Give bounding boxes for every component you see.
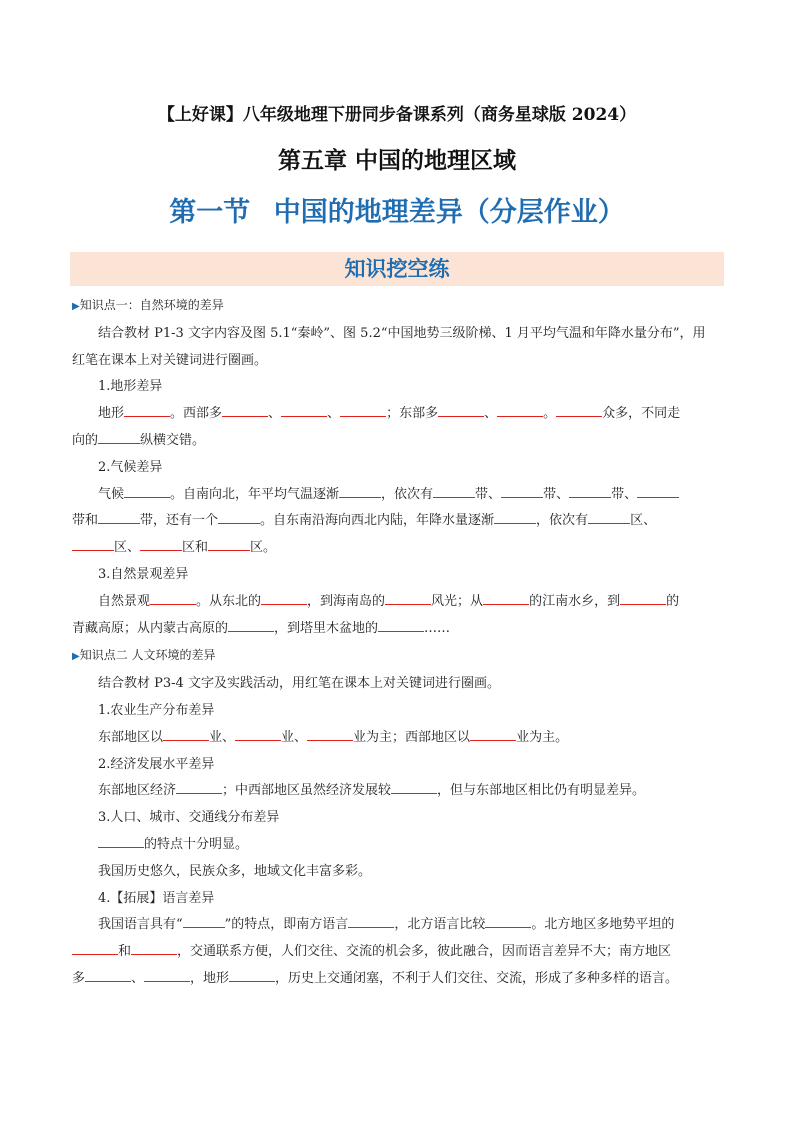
answer-blank[interactable] [494, 511, 536, 524]
answer-blank[interactable] [72, 942, 118, 955]
answer-blank[interactable] [144, 969, 190, 982]
answer-blank[interactable] [637, 485, 679, 498]
climate-line-1: 气候 。自南向北，年平均气温逐渐 ，依次有 带、 带、 带、 [72, 482, 724, 509]
answer-blank[interactable] [348, 915, 394, 928]
answer-blank[interactable] [98, 511, 140, 524]
answer-blank[interactable] [391, 781, 437, 794]
culture-line: 我国历史悠久，民族众多，地域文化丰富多彩。 [98, 863, 372, 879]
answer-blank[interactable] [222, 404, 268, 417]
knowledge-point-1-heading [72, 292, 724, 321]
exercise-banner: 知识挖空练 [70, 252, 724, 286]
population-line: 的特点十分明显。 [72, 832, 724, 859]
section-title: 第一节 中国的地理差异（分层作业） [169, 197, 625, 228]
population-subtitle: 3.人口、城市、交通线分布差异 [98, 810, 280, 826]
knowledge-point-2-heading [72, 642, 724, 671]
answer-blank[interactable] [620, 592, 666, 605]
landscape-subtitle: 3.自然景观差异 [98, 566, 189, 582]
answer-blank[interactable] [438, 404, 484, 417]
answer-blank[interactable] [98, 835, 144, 848]
answer-blank[interactable] [163, 728, 209, 741]
climate-line-3: 区、 区和 区。 [72, 535, 724, 562]
answer-blank[interactable] [261, 592, 307, 605]
agriculture-subtitle: 1.农业生产分布差异 [98, 702, 215, 718]
answer-blank[interactable] [378, 619, 424, 632]
kp2-intro: 结合教材 P3-4 文字及实践活动，用红笔在课本上对关键词进行圈画。 [98, 676, 500, 692]
answer-blank[interactable] [124, 404, 170, 417]
answer-blank[interactable] [588, 511, 630, 524]
landscape-line-1: 自然景观 。从东北的 ，到海南岛的 风光；从 的江南水乡，到 的 [98, 593, 680, 609]
triangle-marker-icon: ▶ [72, 651, 80, 663]
landscape-line-2: 青藏高原；从内蒙古高原的 ，到塔里木盆地的 …… [72, 620, 451, 636]
answer-blank[interactable] [235, 728, 281, 741]
answer-blank[interactable] [433, 485, 475, 498]
answer-blank[interactable] [229, 969, 275, 982]
terrain-subtitle: 1.地形差异 [98, 379, 163, 395]
economy-subtitle: 2.经济发展水平差异 [98, 756, 215, 772]
agriculture-line: 东部地区以 业、 业、 业为主；西部地区以 业为主。 [98, 729, 569, 745]
answer-blank[interactable] [501, 485, 543, 498]
knowledge-point-1-label: 知识点一：自然环境的差异 [79, 298, 224, 312]
language-line-2: 和 ，交通联系方便，人们交往、交流的机会多，彼此融合，因而语言差异不大；南方地区 [72, 939, 724, 966]
answer-blank[interactable] [72, 538, 114, 551]
answer-blank[interactable] [569, 485, 611, 498]
answer-blank[interactable] [385, 592, 431, 605]
kp1-intro-line-2: 红笔在课本上对关键词进行圈画。 [72, 352, 268, 368]
answer-blank[interactable] [228, 619, 274, 632]
answer-blank[interactable] [218, 511, 260, 524]
answer-blank[interactable] [339, 485, 381, 498]
terrain-line-1: 地形 。西部多 、 、 ；东部多 、 。 众多，不同走 [98, 406, 681, 422]
answer-blank[interactable] [281, 404, 327, 417]
answer-blank[interactable] [131, 942, 177, 955]
answer-blank[interactable] [140, 538, 182, 551]
answer-blank[interactable] [470, 728, 516, 741]
climate-line-2: 带和 带，还有一个 。自东南沿海向西北内陆，年降水量逐渐 ，依次有 区、 [72, 513, 657, 529]
answer-blank[interactable] [85, 969, 131, 982]
answer-blank[interactable] [485, 915, 531, 928]
knowledge-point-2-label: 知识点二 人文环境的差异 [79, 648, 216, 663]
answer-blank[interactable] [483, 592, 529, 605]
answer-blank[interactable] [497, 404, 543, 417]
answer-blank[interactable] [98, 431, 140, 444]
exercise-content [72, 292, 724, 993]
answer-blank[interactable] [340, 404, 386, 417]
language-subtitle: 4.【拓展】语言差异 [98, 890, 215, 906]
answer-blank[interactable] [208, 538, 250, 551]
language-line-1: 我国语言具有“ ”的特点，即南方语言 ，北方语言比较 。北方地区多地势平坦的 [98, 917, 675, 933]
answer-blank[interactable] [183, 915, 225, 928]
triangle-marker-icon: ▶ [72, 301, 80, 312]
answer-blank[interactable] [150, 592, 196, 605]
climate-subtitle: 2.气候差异 [98, 459, 163, 475]
series-title: 【上好课】八年级地理下册同步备课系列（商务星球版 2024） [157, 105, 637, 125]
chapter-title: 第五章 中国的地理区域 [277, 148, 516, 174]
terrain-line-2: 向的 纵横交错。 [72, 432, 206, 448]
answer-blank[interactable] [307, 728, 353, 741]
kp1-intro-line-1: 结合教材 P1-3 文字内容及图 5.1“秦岭”、图 5.2“中国地势三级阶梯、1 月平均气温和年降水量分布”，用 [98, 325, 706, 341]
answer-blank[interactable] [124, 485, 170, 498]
language-line-3: 多 、 ，地形 ，历史上交通闭塞，不利于人们交往、交流，形成了多种多样的语言。 [72, 970, 679, 986]
answer-blank[interactable] [556, 404, 602, 417]
answer-blank[interactable] [176, 781, 222, 794]
economy-line: 东部地区经济 ；中西部地区虽然经济发展较 ，但与东部地区相比仍有明显差异。 [98, 783, 646, 799]
